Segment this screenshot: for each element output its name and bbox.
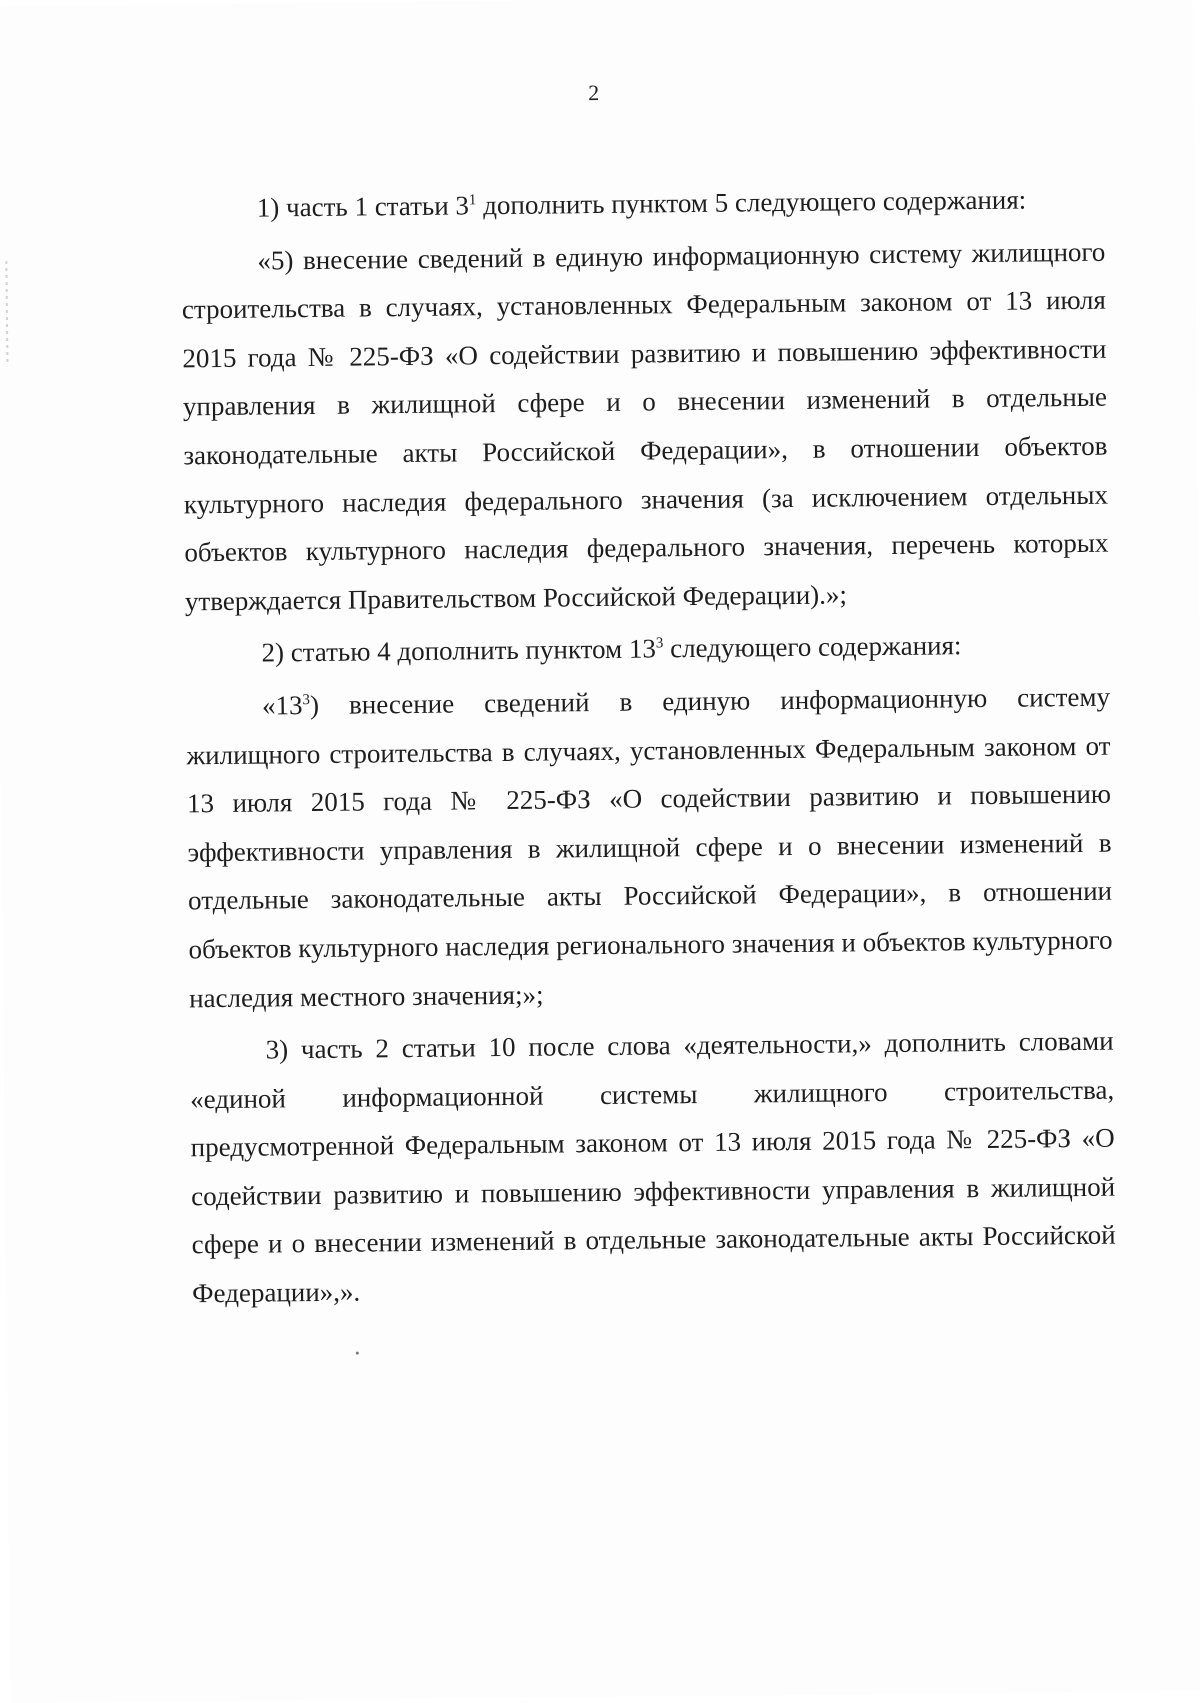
paragraph-4	[186, 673, 1114, 1023]
paragraph-3-text-tail: следующего содержания:	[663, 630, 962, 664]
paragraph-1-text: 1) часть 1 статьи 3	[256, 190, 470, 223]
paragraph-1-superscript: 1	[468, 192, 477, 209]
scan-speck	[356, 1352, 359, 1355]
paragraph-1-text-tail: дополнить пунктом 5 следующего содержания:	[476, 184, 1027, 221]
paragraph-3	[185, 620, 1109, 678]
paragraph-1	[181, 175, 1105, 233]
scan-margin-marks	[5, 261, 8, 366]
paragraph-5-text: 3) часть 2 статьи 10 после слова «деятельности,» дополнить словами «единой информационной системы жилищного строительства, предусмотренной Федеральным законом от 13 июля 2015 года № 225-ФЗ «О содействии развитию и повышению эффективности управления в жилищной сфере и о внесении изменений в отдельные законодательные акты Российской Федерации»,».	[189, 1025, 1116, 1309]
paragraph-5	[189, 1017, 1116, 1318]
paragraph-2-text: «5) внесение сведений в единую информационную систему жилищного строительства в случаях, установленных Федеральным законом от 13 июля 2015 года № 225-ФЗ «О содействии развитию и повышению эффективности управления в жилищной сфере и о внесении изменений в отдельные законодательные акты Российской Федерации», в отношении объектов культурного наследия федерального значения (за исключением отдельных объектов культурного наследия федерального значения, перечень которых утверждается Правительством Российской Федерации).»;	[181, 236, 1109, 617]
paragraph-4-text-tail: ) внесение сведений в единую информационную систему жилищного строительства в случаях, установленных Федеральным законом от 13 июля 2015 года № 225-ФЗ «О содействии развитию и повышению эффективности управления в жилищной сфере и о внесении изменений в отдельные законодательные акты Российской Федерации», в отношении объектов культурного наследия регионального значения и объектов культурного наследия местного значения;»;	[186, 681, 1113, 1013]
page-number: 2	[588, 79, 600, 106]
paragraph-3-text: 2) статью 4 дополнить пунктом 13	[261, 633, 657, 668]
paragraph-4-superscript: 3	[302, 691, 311, 709]
paragraph-2	[181, 227, 1109, 625]
document-body	[181, 175, 1117, 1322]
paragraph-4-text: «13	[261, 690, 303, 721]
paragraph-3-superscript: 3	[655, 635, 664, 652]
